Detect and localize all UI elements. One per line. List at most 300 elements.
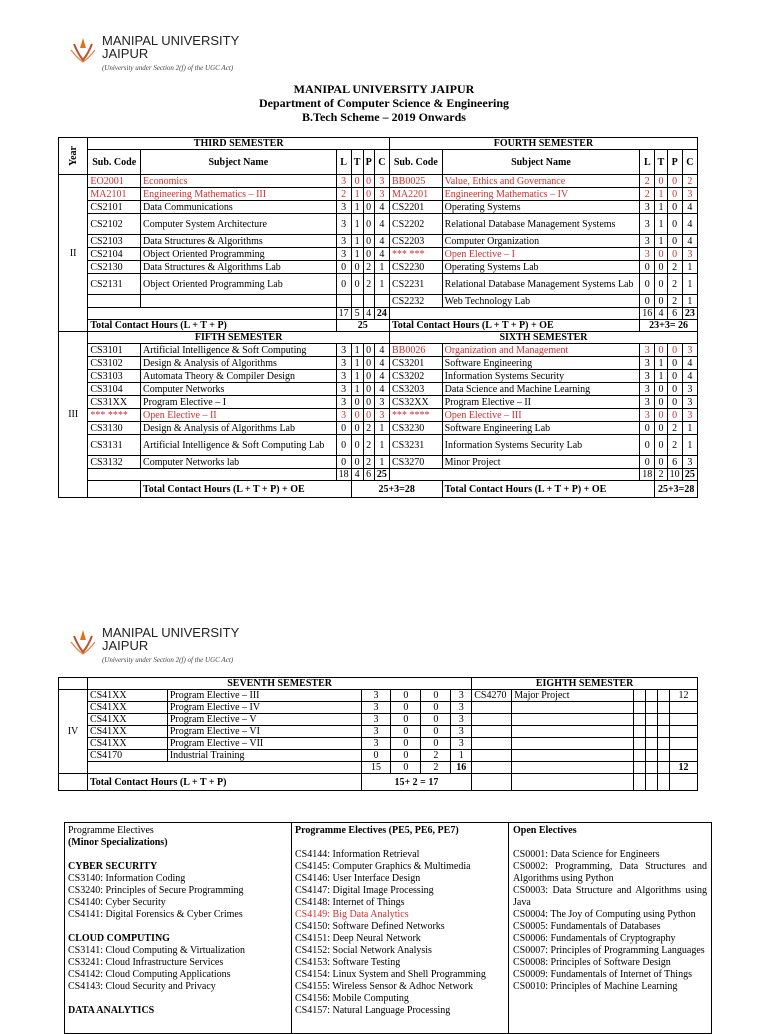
sem5-ltpc: 0 [336, 435, 351, 456]
sem3-ltpc: 3 [374, 175, 389, 188]
sem4-ltpc: 0 [667, 248, 682, 261]
sem6-ltpc: 3 [640, 357, 655, 370]
sem4-code: CS2202 [389, 214, 442, 235]
sem4-ltpc: 0 [667, 175, 682, 188]
sem5-ltpc: 1 [351, 357, 363, 370]
sem3-ltpc: 0 [351, 175, 363, 188]
sem5-ltpc: 0 [363, 383, 374, 396]
sem3-subject: Data Structures & Algorithms [141, 235, 337, 248]
sem3-ltpc: 1 [351, 248, 363, 261]
semester-table-main [58, 137, 698, 498]
sem3-ltpc: 0 [363, 235, 374, 248]
sem7-total: 16 [451, 762, 472, 774]
sem5-ltpc: 0 [336, 456, 351, 469]
sem7-ltpc: 0 [361, 750, 391, 762]
sem7-ltpc: 0 [391, 726, 421, 738]
sem4-ltpc: 0 [640, 295, 655, 308]
sem8-credits: 12 [669, 690, 697, 702]
sem6-ltpc: 0 [667, 357, 682, 370]
sem5-ltpc: 2 [363, 422, 374, 435]
sem8-total: 12 [669, 762, 697, 774]
sem7-ltpc: 0 [391, 738, 421, 750]
sem4-total: 6 [667, 308, 682, 320]
sem3-ltpc: 0 [363, 201, 374, 214]
sem5-ltpc: 0 [336, 422, 351, 435]
sem4-ltpc: 0 [640, 274, 655, 295]
sem6-ltpc: 1 [682, 435, 697, 456]
list-item: CS0006: Fundamentals of Cryptography [513, 933, 676, 944]
list-item: CS4140: Cyber Security [68, 897, 166, 908]
sem5-ltpc: 1 [351, 383, 363, 396]
sem6-subject: Information Systems Security [442, 370, 640, 383]
sem7-ltpc: 0 [391, 690, 421, 702]
sem7-ltpc: 0 [421, 690, 451, 702]
sem6-ltpc: 1 [655, 370, 667, 383]
sem6-subject: Data Science and Machine Learning [442, 383, 640, 396]
sem7-subject: Program Elective – VII [167, 738, 361, 750]
sem4-ltpc: 0 [667, 214, 682, 235]
empty-cell [646, 702, 658, 714]
sem5-ltpc: 0 [351, 422, 363, 435]
col1-subtitle: (Minor Specializations) [68, 837, 168, 848]
sem5-ltpc: 4 [374, 357, 389, 370]
sem6-ltpc: 0 [640, 456, 655, 469]
sem6-ltpc: 1 [682, 422, 697, 435]
sem6-ltpc: 3 [640, 344, 655, 357]
column-header-C: C [374, 150, 389, 175]
sem4-ltpc: 1 [655, 188, 667, 201]
sem4-ltpc: 2 [640, 188, 655, 201]
sem4-subject: Computer Organization [442, 235, 640, 248]
sem5-total: 18 [336, 469, 351, 481]
sem6-code: *** **** [389, 409, 442, 422]
list-item: CS4156: Mobile Computing [295, 993, 409, 1004]
empty-cell [646, 738, 658, 750]
list-item: CS4157: Natural Language Processing [295, 1005, 451, 1016]
sem3-total-label: Total Contact Hours (L + T + P) [88, 320, 336, 332]
sem4-subject: Open Elective – I [442, 248, 640, 261]
sem4-ltpc: 0 [655, 274, 667, 295]
sem5-ltpc: 1 [351, 344, 363, 357]
sem3-subject: Data Communications [141, 201, 337, 214]
sem5-ltpc: 1 [374, 422, 389, 435]
university-logo [68, 34, 239, 72]
empty-cell [646, 714, 658, 726]
sem6-total: 25 [682, 469, 697, 481]
sem4-ltpc: 0 [655, 261, 667, 274]
sem5-ltpc: 0 [351, 396, 363, 409]
sem4-ltpc: 3 [682, 188, 697, 201]
sem3-code: CS2101 [88, 201, 141, 214]
sem7-total-label: Total Contact Hours (L + T + P) [87, 774, 361, 791]
sem6-total: 10 [667, 469, 682, 481]
sem6-ltpc: 0 [655, 383, 667, 396]
sem7-ltpc: 3 [451, 738, 472, 750]
sem4-ltpc: 1 [682, 261, 697, 274]
sem6-ltpc: 3 [682, 383, 697, 396]
sem3-code: CS2131 [88, 274, 141, 295]
sem4-ltpc: 2 [667, 274, 682, 295]
sem5-ltpc: 0 [351, 409, 363, 422]
empty-cell [634, 726, 646, 738]
open-electives-column [510, 823, 710, 1033]
sem5-ltpc: 1 [374, 456, 389, 469]
sem3-ltpc: 4 [374, 201, 389, 214]
sem3-ltpc: 0 [336, 274, 351, 295]
sem6-ltpc: 0 [655, 422, 667, 435]
col1-title: Programme Electives [68, 825, 154, 836]
column-header-sub-code: Sub. Code [389, 150, 442, 175]
sem5-ltpc: 4 [374, 370, 389, 383]
sem3-total: 5 [351, 308, 363, 320]
sem5-subject: Design & Analysis of Algorithms [141, 357, 337, 370]
sem3-ltpc: 0 [351, 261, 363, 274]
list-item: CS4147: Digital Image Processing [295, 885, 434, 896]
sem3-ltpc: 0 [363, 248, 374, 261]
list-item: CS4150: Software Defined Networks [295, 921, 445, 932]
sem5-ltpc: 4 [374, 344, 389, 357]
sem6-code: CS3231 [389, 435, 442, 456]
list-item: CS4145: Computer Graphics & Multimedia [295, 861, 471, 872]
sem3-total: 17 [336, 308, 351, 320]
sem4-ltpc: 0 [655, 175, 667, 188]
minor-specializations-column [65, 823, 292, 1033]
sem6-ltpc: 4 [682, 357, 697, 370]
sem4-total: 16 [640, 308, 655, 320]
third-semester-header: THIRD SEMESTER [88, 138, 390, 150]
sem5-code: CS3104 [88, 383, 141, 396]
university-emblem-icon [68, 34, 98, 64]
sem7-ltpc: 3 [361, 702, 391, 714]
empty-cell [646, 762, 658, 774]
sem4-ltpc: 0 [667, 235, 682, 248]
electives-box [64, 822, 712, 1034]
empty-cell [669, 726, 697, 738]
seventh-semester-header: SEVENTH SEMESTER [87, 678, 471, 690]
list-item: CS0008: Principles of Software Design [513, 957, 671, 968]
sem4-total-label: Total Contact Hours (L + T + P) + OE [389, 320, 639, 332]
sem7-ltpc: 3 [451, 726, 472, 738]
sem5-ltpc: 0 [351, 456, 363, 469]
column-header-C: C [682, 150, 697, 175]
sem4-subject: Relational Database Management Systems [442, 214, 640, 235]
empty-cell [59, 678, 88, 690]
sem6-code: CS32XX [389, 396, 442, 409]
sem7-ltpc: 0 [391, 750, 421, 762]
sem5-ltpc: 0 [363, 409, 374, 422]
sem7-code: CS41XX [87, 714, 167, 726]
sem4-code: CS2232 [389, 295, 442, 308]
sem5-subject: Computer Networks [141, 383, 337, 396]
sem4-code: CS2230 [389, 261, 442, 274]
sem3-ltpc: 3 [336, 214, 351, 235]
cloud-title: CLOUD COMPUTING [68, 933, 170, 944]
sem3-total: 24 [374, 308, 389, 320]
sem5-ltpc: 3 [374, 396, 389, 409]
sem5-subject: Artificial Intelligence & Soft Computing Lab [141, 435, 337, 456]
sem6-ltpc: 0 [667, 344, 682, 357]
sem3-code: MA2101 [88, 188, 141, 201]
sem7-ltpc: 3 [361, 738, 391, 750]
sem6-code: CS3230 [389, 422, 442, 435]
sem6-ltpc: 3 [640, 409, 655, 422]
eighth-semester-header: EIGHTH SEMESTER [472, 678, 698, 690]
list-item: CS0007: Principles of Programming Languages [513, 945, 705, 956]
empty-cell [512, 738, 634, 750]
sem7-ltpc: 0 [421, 714, 451, 726]
logo-name: MANIPAL UNIVERSITY [102, 625, 240, 640]
sem6-code: CS3202 [389, 370, 442, 383]
sem4-ltpc: 0 [655, 295, 667, 308]
sem5-ltpc: 3 [336, 409, 351, 422]
empty-cell [512, 702, 634, 714]
empty-cell [657, 726, 669, 738]
sem7-ltpc: 0 [421, 726, 451, 738]
sem3-ltpc: 2 [363, 274, 374, 295]
sem3-code: CS2103 [88, 235, 141, 248]
sem3-ltpc: 0 [351, 274, 363, 295]
sem4-ltpc: 1 [655, 235, 667, 248]
sem7-ltpc: 0 [391, 702, 421, 714]
sem6-subject: Information Systems Security Lab [442, 435, 640, 456]
sem6-ltpc: 0 [655, 456, 667, 469]
sem7-total: 2 [421, 762, 451, 774]
sem3-subject: Object Oriented Programming [141, 248, 337, 261]
sem7-ltpc: 3 [361, 714, 391, 726]
empty-cell [512, 714, 634, 726]
sem7-ltpc: 0 [421, 702, 451, 714]
empty-cell [646, 690, 658, 702]
logo-name: MANIPAL UNIVERSITY [102, 33, 240, 48]
sem5-code: CS3102 [88, 357, 141, 370]
empty-cell [512, 750, 634, 762]
empty-cell [472, 702, 512, 714]
empty-cell [657, 750, 669, 762]
empty-cell [87, 762, 361, 774]
empty-cell [634, 774, 646, 791]
sem7-ltpc: 3 [451, 690, 472, 702]
empty-cell [634, 738, 646, 750]
sem4-total: 4 [655, 308, 667, 320]
column-header-P: P [363, 150, 374, 175]
sem6-ltpc: 0 [655, 409, 667, 422]
sem7-code: CS41XX [87, 726, 167, 738]
sem3-subject: Data Structures & Algorithms Lab [141, 261, 337, 274]
logo-tagline: (University under Section 2(f) of the UGC Act) [102, 656, 234, 664]
sem5-subject: Automata Theory & Compiler Design [141, 370, 337, 383]
sem6-ltpc: 4 [682, 370, 697, 383]
sem6-ltpc: 3 [682, 409, 697, 422]
list-item: CS4155: Wireless Sensor & Adhoc Network [295, 981, 474, 992]
empty-cell [669, 750, 697, 762]
sem6-subject: Organization and Management [442, 344, 640, 357]
sem7-subject: Program Elective – III [167, 690, 361, 702]
sem3-ltpc: 2 [363, 261, 374, 274]
sem4-ltpc: 1 [655, 214, 667, 235]
sem5-ltpc: 0 [363, 396, 374, 409]
sem7-total: 15 [361, 762, 391, 774]
sem6-ltpc: 0 [667, 396, 682, 409]
sem7-ltpc: 2 [421, 750, 451, 762]
sem6-ltpc: 3 [682, 344, 697, 357]
sem4-code: MA2201 [389, 188, 442, 201]
sem7-ltpc: 3 [361, 726, 391, 738]
empty-cell [472, 762, 512, 774]
sem5-code: CS31XX [88, 396, 141, 409]
list-item: CS4142: Cloud Computing Applications [68, 969, 231, 980]
sem6-ltpc: 3 [640, 396, 655, 409]
sem5-total: 6 [363, 469, 374, 481]
sem4-ltpc: 3 [640, 214, 655, 235]
column-header-L: L [640, 150, 655, 175]
sem5-ltpc: 3 [336, 370, 351, 383]
sem3-subject: Computer System Architecture [141, 214, 337, 235]
sem3-code: CS2104 [88, 248, 141, 261]
sem7-subject: Program Elective – V [167, 714, 361, 726]
sem4-ltpc: 4 [682, 214, 697, 235]
university-logo-2 [68, 626, 239, 664]
year-header: Year [59, 138, 88, 175]
sem5-ltpc: 0 [363, 370, 374, 383]
sem5-ltpc: 1 [351, 370, 363, 383]
column-header-sub-code: Sub. Code [88, 150, 141, 175]
sem4-ltpc: 2 [640, 175, 655, 188]
sem3-code: EO2001 [88, 175, 141, 188]
list-item: CS4154: Linux System and Shell Programming [295, 969, 486, 980]
sem4-ltpc: 2 [682, 175, 697, 188]
sem6-subject: Software Engineering [442, 357, 640, 370]
sem4-subject: Relational Database Management Systems Lab [442, 274, 640, 295]
sem6-code: CS3201 [389, 357, 442, 370]
empty-cell [669, 702, 697, 714]
fourth-semester-header: FOURTH SEMESTER [389, 138, 697, 150]
empty-cell [657, 762, 669, 774]
sem5-subject: Artificial Intelligence & Soft Computing [141, 344, 337, 357]
sem5-total: 25 [374, 469, 389, 481]
list-item: CS3241: Cloud Infrastructure Services [68, 957, 224, 968]
sem4-subject: Engineering Mathematics – IV [442, 188, 640, 201]
list-item: CS3240: Principles of Secure Programming [68, 885, 244, 896]
sem6-subject: Open Elective – III [442, 409, 640, 422]
empty-cell [634, 690, 646, 702]
list-item: CS4152: Social Network Analysis [295, 945, 432, 956]
empty-cell [472, 726, 512, 738]
sem5-code: CS3101 [88, 344, 141, 357]
sem6-total-value: 25+3=28 [655, 481, 698, 498]
sem5-code: CS3132 [88, 456, 141, 469]
sem7-ltpc: 3 [451, 714, 472, 726]
sem6-ltpc: 0 [655, 435, 667, 456]
list-item: CS3140: Information Coding [68, 873, 186, 884]
sem6-ltpc: 0 [655, 396, 667, 409]
empty-cell [389, 308, 639, 320]
empty-cell [657, 774, 669, 791]
sem6-total: 18 [640, 469, 655, 481]
sem3-total: 4 [363, 308, 374, 320]
sem4-code: BB0025 [389, 175, 442, 188]
sem5-code: *** **** [88, 409, 141, 422]
sem5-ltpc: 3 [336, 396, 351, 409]
sem5-total: 4 [351, 469, 363, 481]
sem6-ltpc: 0 [667, 409, 682, 422]
sem6-ltpc: 6 [667, 456, 682, 469]
sem5-total-label: Total Contact Hours (L + T + P) + OE [141, 481, 352, 498]
sem3-ltpc: 3 [336, 235, 351, 248]
empty-cell [363, 295, 374, 308]
empty-cell [88, 295, 141, 308]
sem6-ltpc: 3 [682, 396, 697, 409]
sem3-ltpc: 0 [363, 214, 374, 235]
empty-cell [646, 774, 658, 791]
sem3-ltpc: 4 [374, 214, 389, 235]
sem7-ltpc: 0 [421, 738, 451, 750]
list-item: CS4143: Cloud Security and Privacy [68, 981, 216, 992]
logo-city: JAIPUR [102, 46, 149, 61]
university-emblem-icon [68, 626, 98, 656]
empty-cell [88, 481, 141, 498]
sem3-ltpc: 3 [336, 248, 351, 261]
sem3-subject: Engineering Mathematics – III [141, 188, 337, 201]
empty-cell [634, 702, 646, 714]
sem6-total-label: Total Contact Hours (L + T + P) + OE [442, 481, 655, 498]
sem5-code: CS3103 [88, 370, 141, 383]
col2-title: Programme Electives (PE5, PE6, PE7) [295, 825, 459, 836]
sem3-ltpc: 1 [351, 214, 363, 235]
list-item: CS0003: Data Structure and Algorithms using Java [513, 885, 707, 908]
sem7-ltpc: 3 [451, 702, 472, 714]
empty-cell [669, 714, 697, 726]
sem3-ltpc: 2 [336, 188, 351, 201]
empty-cell [657, 702, 669, 714]
empty-cell [646, 750, 658, 762]
sem6-ltpc: 2 [667, 422, 682, 435]
sem3-ltpc: 1 [351, 201, 363, 214]
list-item: CS0004: The Joy of Computing using Python [513, 909, 696, 920]
sem3-ltpc: 3 [374, 188, 389, 201]
list-item: CS4153: Software Testing [295, 957, 401, 968]
sem6-code: CS3270 [389, 456, 442, 469]
empty-cell [336, 295, 351, 308]
year-iii-cell: III [59, 332, 88, 498]
data-analytics-title: DATA ANALYTICS [68, 1005, 155, 1016]
list-item: CS4151: Deep Neural Network [295, 933, 421, 944]
sem7-total: 0 [391, 762, 421, 774]
sem4-code: CS2201 [389, 201, 442, 214]
sem6-ltpc: 2 [667, 435, 682, 456]
fifth-semester-header: FIFTH SEMESTER [88, 332, 390, 344]
empty-cell [657, 714, 669, 726]
empty-cell [634, 750, 646, 762]
sem7-code: CS41XX [87, 738, 167, 750]
sem4-ltpc: 2 [667, 295, 682, 308]
programme-electives-column [292, 823, 509, 1033]
empty-cell [374, 295, 389, 308]
sem3-total-value: 25 [336, 320, 389, 332]
sem3-ltpc: 0 [363, 175, 374, 188]
sem3-subject: Economics [141, 175, 337, 188]
sem7-total-value: 15+ 2 = 17 [361, 774, 472, 791]
sem4-subject: Operating Systems Lab [442, 261, 640, 274]
cyber-title: CYBER SECURITY [68, 861, 158, 872]
empty-cell [657, 738, 669, 750]
sixth-semester-header: SIXTH SEMESTER [389, 332, 697, 344]
empty-cell [669, 774, 697, 791]
sem5-ltpc: 2 [363, 456, 374, 469]
sem6-code: CS3203 [389, 383, 442, 396]
department-title: Department of Computer Science & Engineering [258, 96, 510, 110]
empty-cell [59, 774, 88, 791]
empty-cell [512, 726, 634, 738]
